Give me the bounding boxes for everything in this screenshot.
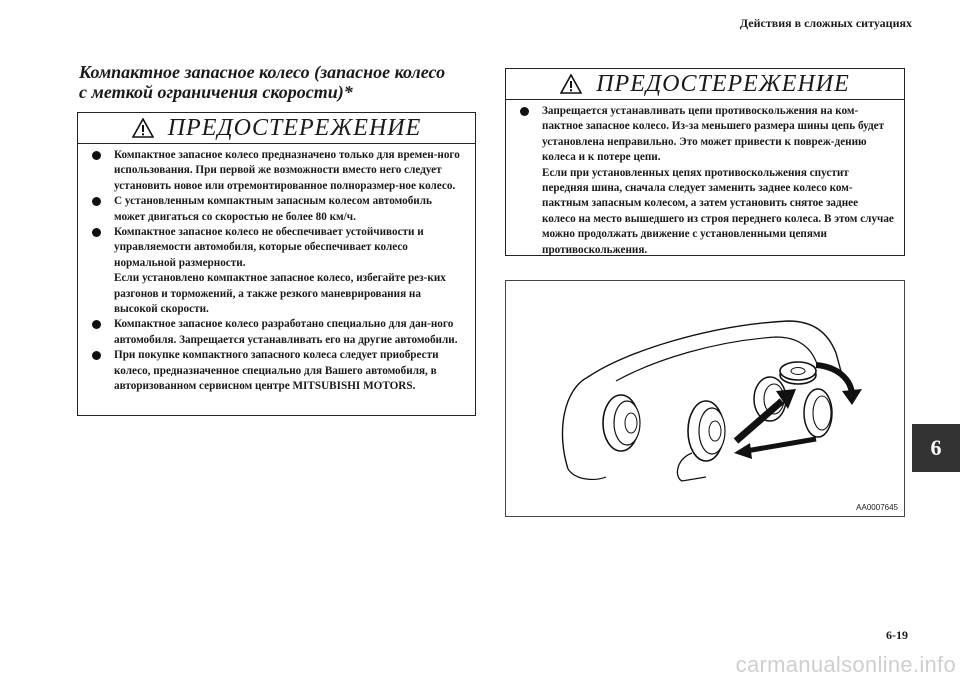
warning-triangle-icon [132, 118, 154, 138]
warning-box-right [505, 68, 905, 256]
warning-item-text: Если при установленных цепях противоскольжения спустит передняя шина, сначала следует заменить заднее колесо ком-пактным запасным колесом, а затем установить снятое заднее колесо на место вышедшего из строя переднего колеса. В этом случае можно продолжать движение с установленными цепями противоскольжения. [542, 166, 894, 256]
bullet-dot-icon [92, 228, 101, 237]
page-number: 6-19 [886, 628, 908, 642]
section-title-line-2: с меткой ограничения скорости)* [79, 82, 353, 102]
watermark: carmanualsonline.info [735, 652, 956, 677]
warning-box-left [77, 112, 476, 416]
warning-item [88, 194, 465, 225]
warning-header [78, 113, 475, 144]
figure-code: AA0007645 [856, 503, 898, 512]
section-title [79, 62, 479, 102]
bullet-dot-icon [92, 320, 101, 329]
warning-item-text: Если установлено компактное запасное колесо, избегайте рез-ких разгонов и торможений, а также резкого маневрирования на высокой скорости. [114, 272, 446, 316]
warning-item-text: Компактное запасное колесо разработано специально для дан-ного автомобиля. Запрещается устанавливать его на другие автомобили. [114, 318, 458, 346]
warning-item [88, 348, 465, 394]
spare-wheel-illustration [505, 280, 905, 517]
warning-triangle-icon [560, 74, 582, 94]
warning-list [506, 100, 904, 258]
bullet-dot-icon [92, 351, 101, 360]
warning-item-text: Компактное запасное колесо не обеспечивает устойчивости и управляемости автомобиля, которые обеспечивает колесо нормальной размерности. [114, 226, 424, 269]
running-header: Действия в сложных ситуациях [739, 16, 912, 30]
warning-item-text: С установленным компактным запасным колесом автомобиль может двигаться со скоростью не более 80 км/ч. [114, 195, 432, 223]
warning-item [88, 148, 465, 194]
warning-list [78, 144, 475, 395]
bullet-dot-icon [92, 151, 101, 160]
warning-heading: ПРЕДОСТЕРЕЖЕНИЕ [167, 114, 422, 141]
car-wheel-swap-drawing [506, 281, 904, 516]
chapter-tab: 6 [912, 424, 960, 472]
warning-header [506, 69, 904, 100]
bullet-dot-icon [92, 197, 101, 206]
warning-item [516, 104, 894, 258]
warning-heading: ПРЕДОСТЕРЕЖЕНИЕ [596, 70, 850, 97]
bullet-dot-icon [520, 107, 529, 116]
warning-item-text: При покупке компактного запасного колеса следует приобрести колесо, предназначенное специально для Вашего автомобиля, в авторизованном сервисном центре MITSUBISHI MOTORS. [114, 349, 439, 393]
warning-item-text: Компактное запасное колесо предназначено только для времен-ного использования. При первой же возможности вместо него следует установить новое или отремонтированное полноразмер-ное колесо. [114, 149, 460, 192]
warning-item [88, 317, 465, 348]
section-title-line-1: Компактное запасное колесо (запасное колесо [79, 62, 446, 82]
warning-item-text: Запрещается устанавливать цепи противоскольжения на ком-пактное запасное колесо. Из-за меньшего размера шины цепь будет установлена неправильно. Это может привести к повреж-дению колеса и к потере цепи. [542, 105, 885, 164]
warning-item [88, 225, 465, 317]
